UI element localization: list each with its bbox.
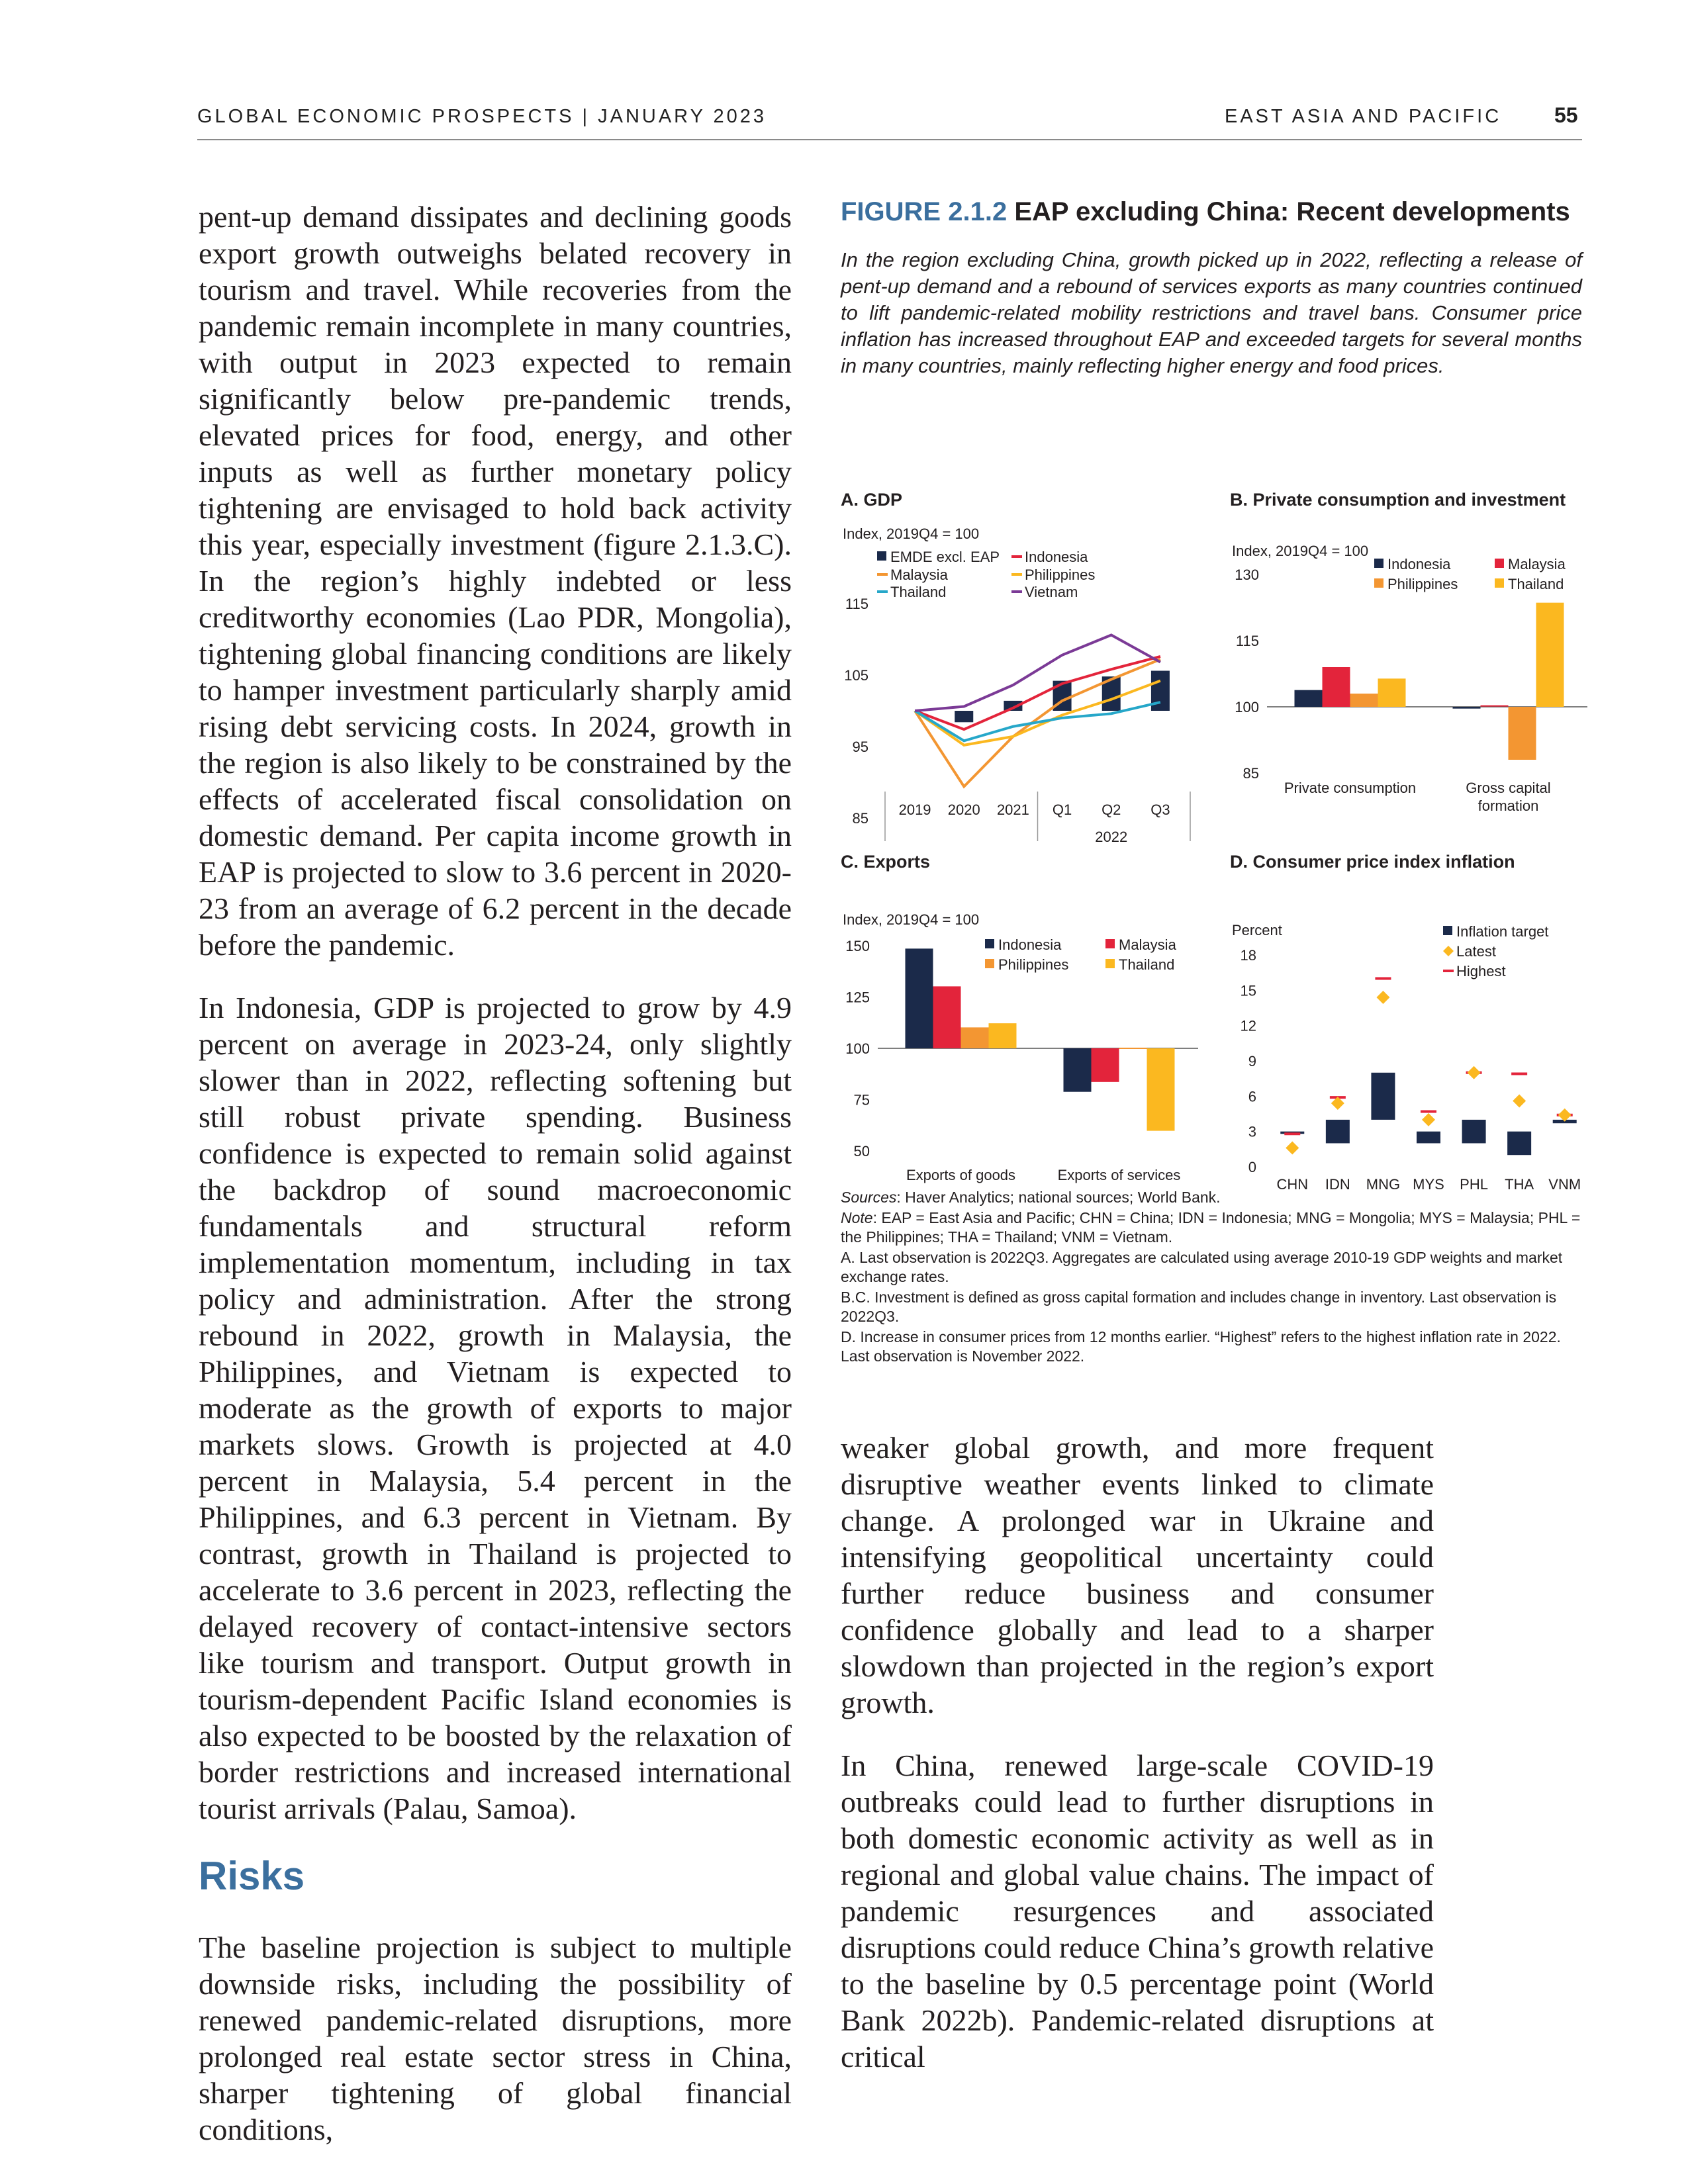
panel-c-title: C. Exports bbox=[841, 852, 931, 872]
y-tick-3: 3 bbox=[1248, 1123, 1256, 1140]
legend-indonesia-label: Indonesia bbox=[998, 936, 1062, 953]
y-tick-95: 95 bbox=[852, 739, 868, 755]
legend-highest-label: Highest bbox=[1456, 963, 1506, 979]
sources-text: : Haver Analytics; national sources; World Bank. bbox=[896, 1189, 1221, 1206]
legend-indonesia-label: Indonesia bbox=[1387, 556, 1451, 572]
note-text: : EAP = East Asia and Pacific; CHN = China; IDN = Indonesia; MNG = Mongolia; MYS = Malaysia; PHL = the Philippines; THA = Thailand; VNM = Vietnam. bbox=[841, 1209, 1581, 1246]
panel-a bbox=[841, 488, 1198, 845]
bar-malaysia-gross-capital-formation bbox=[1481, 705, 1509, 707]
bar-indonesia-exports-of-goods bbox=[906, 948, 933, 1048]
legend-indonesia-swatch bbox=[1374, 559, 1383, 568]
x-label-tha: THA bbox=[1505, 1176, 1534, 1193]
figure-label: FIGURE 2.1.2 bbox=[841, 197, 1008, 226]
legend-philippines-swatch bbox=[1374, 578, 1383, 588]
legend-emde-excl-eap-label: EMDE excl. EAP bbox=[890, 549, 1000, 565]
risks-paragraph: The baseline projection is subject to multiple downside risks, including the possibility of renewed pandemic-related disruptions, more prolonged real estate sector stress in China, sharper tightening of global financial conditions, bbox=[199, 1931, 792, 2146]
note-a: A. Last observation is 2022Q3. Aggregates are calculated using average 2010-19 GDP weights and market exchange rates. bbox=[841, 1249, 1563, 1285]
legend-philippines-label: Philippines bbox=[1025, 567, 1096, 583]
legend-philippines-swatch bbox=[985, 959, 994, 968]
legend-malaysia-swatch bbox=[1495, 559, 1504, 568]
target-band-phl bbox=[1462, 1120, 1486, 1144]
y-tick-105: 105 bbox=[844, 667, 868, 684]
panel-d-title: D. Consumer price index inflation bbox=[1230, 852, 1515, 872]
x-label-idn: IDN bbox=[1325, 1176, 1350, 1193]
target-band-idn bbox=[1326, 1120, 1350, 1144]
legend-indonesia-label: Indonesia bbox=[1025, 549, 1088, 565]
x-tick-2020: 2020 bbox=[947, 801, 980, 818]
cpi-inflation-chart bbox=[1230, 882, 1587, 1193]
y-tick-85: 85 bbox=[852, 810, 868, 827]
legend-emde-excl-eap-swatch bbox=[877, 551, 886, 561]
risks-heading: Risks bbox=[199, 1854, 305, 1898]
x-tick-q3: Q3 bbox=[1150, 801, 1170, 818]
gdp-chart bbox=[841, 525, 1198, 845]
left-column bbox=[199, 199, 792, 2174]
y-tick-100: 100 bbox=[1235, 699, 1259, 715]
y-tick-0: 0 bbox=[1248, 1159, 1256, 1175]
y-tick-12: 12 bbox=[1240, 1017, 1256, 1034]
y-tick-75: 75 bbox=[853, 1091, 870, 1109]
y-tick-15: 15 bbox=[1240, 982, 1256, 999]
x-label-private-consumption: Private consumption bbox=[1284, 780, 1417, 796]
panel-c bbox=[841, 850, 1198, 1183]
target-band-tha bbox=[1507, 1132, 1531, 1156]
legend-thailand-label: Thailand bbox=[890, 584, 947, 600]
bar-philippines-private-consumption bbox=[1350, 694, 1378, 707]
note-general bbox=[841, 1208, 1582, 1247]
y-tick-115: 115 bbox=[1235, 633, 1259, 649]
panel-a-ylabel: Index, 2019Q4 = 100 bbox=[843, 525, 980, 542]
target-band-mys bbox=[1417, 1132, 1440, 1144]
legend-thailand-label: Thailand bbox=[1508, 576, 1564, 592]
panel-b-title: B. Private consumption and investment bbox=[1230, 490, 1566, 510]
legend-thailand-swatch bbox=[1495, 578, 1504, 588]
y-tick-6: 6 bbox=[1248, 1088, 1256, 1105]
sources-note bbox=[841, 1188, 1582, 1207]
bar-emde-2020 bbox=[955, 711, 973, 722]
legend-inflation-target-swatch bbox=[1443, 926, 1452, 935]
legend-inflation-target-label: Inflation target bbox=[1456, 923, 1549, 940]
paragraph-4: In China, renewed large-scale COVID-19 outbreaks could lead to further disruptions in both domestic economic activity as well as in regional and global value chains. The impact of pandemic resurgences and associated disruptions could reduce China’s growth relative to the baseline by 0.5 percentage point (World Bank 2022b). Pandemic-related disruptions at critical bbox=[841, 1749, 1434, 2073]
x-label-mng: MNG bbox=[1366, 1176, 1401, 1193]
figure-subtitle: In the region excluding China, growth picked up in 2022, reflecting a release of pent-up demand and a rebound of services exports as many countries continued to lift pandemic-related mobility restrictions and travel bans. Consumer price inflation has increased throughout EAP and exceeded targets for several months in many countries, mainly reflecting higher energy and food prices. bbox=[841, 248, 1582, 377]
legend-vietnam-label: Vietnam bbox=[1025, 584, 1078, 600]
bar-philippines-exports-of-services bbox=[1119, 1048, 1147, 1049]
note-label: Note bbox=[841, 1209, 873, 1226]
bar-indonesia-private-consumption bbox=[1295, 690, 1323, 707]
latest-marker-vnm bbox=[1558, 1109, 1571, 1122]
bar-thailand-gross-capital-formation bbox=[1536, 603, 1564, 707]
y-tick-18: 18 bbox=[1240, 947, 1256, 964]
svgB-ylabel: Index, 2019Q4 = 100 bbox=[1232, 543, 1369, 559]
panel-b bbox=[1230, 488, 1587, 833]
bar-malaysia-exports-of-goods bbox=[933, 986, 961, 1048]
y-tick-115: 115 bbox=[845, 596, 868, 612]
svgC-ylabel: Index, 2019Q4 = 100 bbox=[843, 911, 980, 928]
x-label-gross-capital-formation-line2: formation bbox=[1477, 797, 1539, 814]
latest-marker-tha bbox=[1513, 1094, 1526, 1107]
legend-malaysia-swatch bbox=[1105, 939, 1115, 948]
line-vietnam bbox=[915, 635, 1160, 711]
x-tick-2019: 2019 bbox=[898, 801, 931, 818]
x-tick-q2: Q2 bbox=[1102, 801, 1121, 818]
x-label-mys: MYS bbox=[1413, 1176, 1444, 1193]
legend-thailand-swatch bbox=[1105, 959, 1115, 968]
bar-indonesia-exports-of-services bbox=[1064, 1048, 1092, 1092]
latest-marker-mys bbox=[1422, 1113, 1435, 1126]
legend-malaysia-label: Malaysia bbox=[1119, 936, 1176, 953]
x-tick-2021: 2021 bbox=[996, 801, 1029, 818]
bar-indonesia-gross-capital-formation bbox=[1453, 707, 1481, 709]
x-label-chn: CHN bbox=[1276, 1176, 1309, 1193]
figure-title bbox=[841, 195, 1582, 228]
right-column bbox=[841, 1430, 1434, 2101]
y-tick-100: 100 bbox=[845, 1040, 870, 1057]
bar-philippines-exports-of-goods bbox=[961, 1027, 989, 1048]
panel-a-title: A. GDP bbox=[841, 490, 903, 510]
note-d: D. Increase in consumer prices from 12 months earlier. “Highest” refers to the highest inflation rate in 2022. Last observation is November 2022. bbox=[841, 1328, 1561, 1365]
legend-thailand-label: Thailand bbox=[1119, 956, 1175, 973]
note-bc: B.C. Investment is defined as gross capital formation and includes change in inventory. Last observation is 2022Q3. bbox=[841, 1289, 1557, 1325]
figure-block bbox=[841, 195, 1582, 379]
sources-label: Sources bbox=[841, 1189, 897, 1206]
x-tick-q1: Q1 bbox=[1052, 801, 1072, 818]
legend-philippines-label: Philippines bbox=[998, 956, 1069, 973]
running-header-title: GLOBAL ECONOMIC PROSPECTS | JANUARY 2023 bbox=[197, 106, 767, 127]
bar-philippines-gross-capital-formation bbox=[1509, 707, 1536, 760]
legend-malaysia-label: Malaysia bbox=[890, 567, 948, 583]
y-tick-130: 130 bbox=[1235, 567, 1259, 583]
y-tick-50: 50 bbox=[853, 1143, 870, 1160]
x-label-gross-capital-formation-line1: Gross capital bbox=[1466, 780, 1551, 796]
line-philippines bbox=[915, 681, 1160, 745]
paragraph-1: pent-up demand dissipates and declining goods export growth outweighs belated recovery in tourism and travel. While recoveries from the pandemic remain incomplete in many countries, with output in 2023 expected to remain significantly below pre-pandemic trends, elevated prices for food, energy, and other inputs as well as further monetary policy tightening are envisaged to hold back activity this year, especially investment (figure 2.1.3.C). In the region’s highly indebted or less creditworthy economies (Lao PDR, Mongolia), tightening global financing conditions are likely to hamper investment particularly sharply amid rising debt servicing costs. In 2024, growth in the region is also likely to be constrained by the effects of accelerated fiscal consolidation on domestic demand. Per capita income growth in EAP is projected to slow to 3.6 percent in 2020-23 from an average of 6.2 percent in the decade before the pandemic. bbox=[199, 200, 792, 962]
latest-marker-mng bbox=[1376, 991, 1389, 1004]
legend-malaysia-label: Malaysia bbox=[1508, 556, 1566, 572]
bar-thailand-private-consumption bbox=[1378, 678, 1406, 707]
y-tick-150: 150 bbox=[845, 938, 870, 954]
x-group-label-2022: 2022 bbox=[1095, 829, 1128, 845]
bar-thailand-exports-of-goods bbox=[989, 1023, 1017, 1048]
y-tick-85: 85 bbox=[1243, 765, 1259, 782]
latest-marker-chn bbox=[1286, 1142, 1299, 1155]
page-number: 55 bbox=[1554, 103, 1578, 127]
legend-indonesia-swatch bbox=[985, 939, 994, 948]
bar-malaysia-private-consumption bbox=[1323, 667, 1350, 707]
consumption-investment-chart bbox=[1230, 543, 1587, 833]
running-header-section: EAST ASIA AND PACIFIC bbox=[1225, 106, 1502, 127]
header-rule bbox=[197, 139, 1582, 140]
bar-malaysia-exports-of-services bbox=[1092, 1048, 1119, 1082]
x-label-phl: PHL bbox=[1460, 1176, 1488, 1193]
legend-latest-label: Latest bbox=[1456, 943, 1496, 960]
figure-notes bbox=[841, 1188, 1582, 1367]
x-label-exports-of-services: Exports of services bbox=[1057, 1167, 1181, 1183]
exports-chart bbox=[841, 882, 1198, 1183]
bar-thailand-exports-of-services bbox=[1147, 1048, 1175, 1131]
paragraph-3: weaker global growth, and more frequent disruptive weather events linked to climate change. A prolonged war in Ukraine and intensifying geopolitical uncertainty could further reduce business and consumer confidence globally and lead to a sharper slowdown than projected in the region’s export growth. bbox=[841, 1431, 1434, 1719]
legend-latest-swatch bbox=[1443, 946, 1454, 956]
paragraph-2: In Indonesia, GDP is projected to grow by 4.9 percent on average in 2023-24, only slightly slower than in 2022, reflecting softening but still robust private spending. Business confidence is expected to remain solid against the backdrop of sound macroeconomic fundamentals and structural reform implementation momentum, including in tax policy and administration. After the strong rebound in 2022, growth in Malaysia, the Philippines, and Vietnam is expected to moderate as the growth of exports to major markets slows. Growth is projected at 4.0 percent in Malaysia, 5.4 percent in the Philippines, and 6.3 percent in Vietnam. By contrast, growth in Thailand is projected to accelerate to 3.6 percent in 2023, reflecting the delayed recovery of contact-intensive sectors like tourism and transport. Output growth in tourism-dependent Pacific Island economies is also expected to be boosted by the relaxation of border restrictions and increased international tourist arrivals (Palau, Samoa). bbox=[199, 991, 792, 1825]
y-tick-125: 125 bbox=[845, 989, 870, 1006]
y-tick-9: 9 bbox=[1248, 1053, 1256, 1069]
latest-marker-phl bbox=[1468, 1066, 1481, 1079]
panel-d bbox=[1230, 850, 1587, 1193]
legend-philippines-label: Philippines bbox=[1387, 576, 1458, 592]
target-band-mng bbox=[1371, 1073, 1395, 1120]
x-label-vnm: VNM bbox=[1548, 1176, 1581, 1193]
figure-title-text: EAP excluding China: Recent developments bbox=[1014, 197, 1570, 226]
x-label-exports-of-goods: Exports of goods bbox=[906, 1167, 1016, 1183]
panel-d-ylabel: Percent bbox=[1232, 922, 1282, 938]
